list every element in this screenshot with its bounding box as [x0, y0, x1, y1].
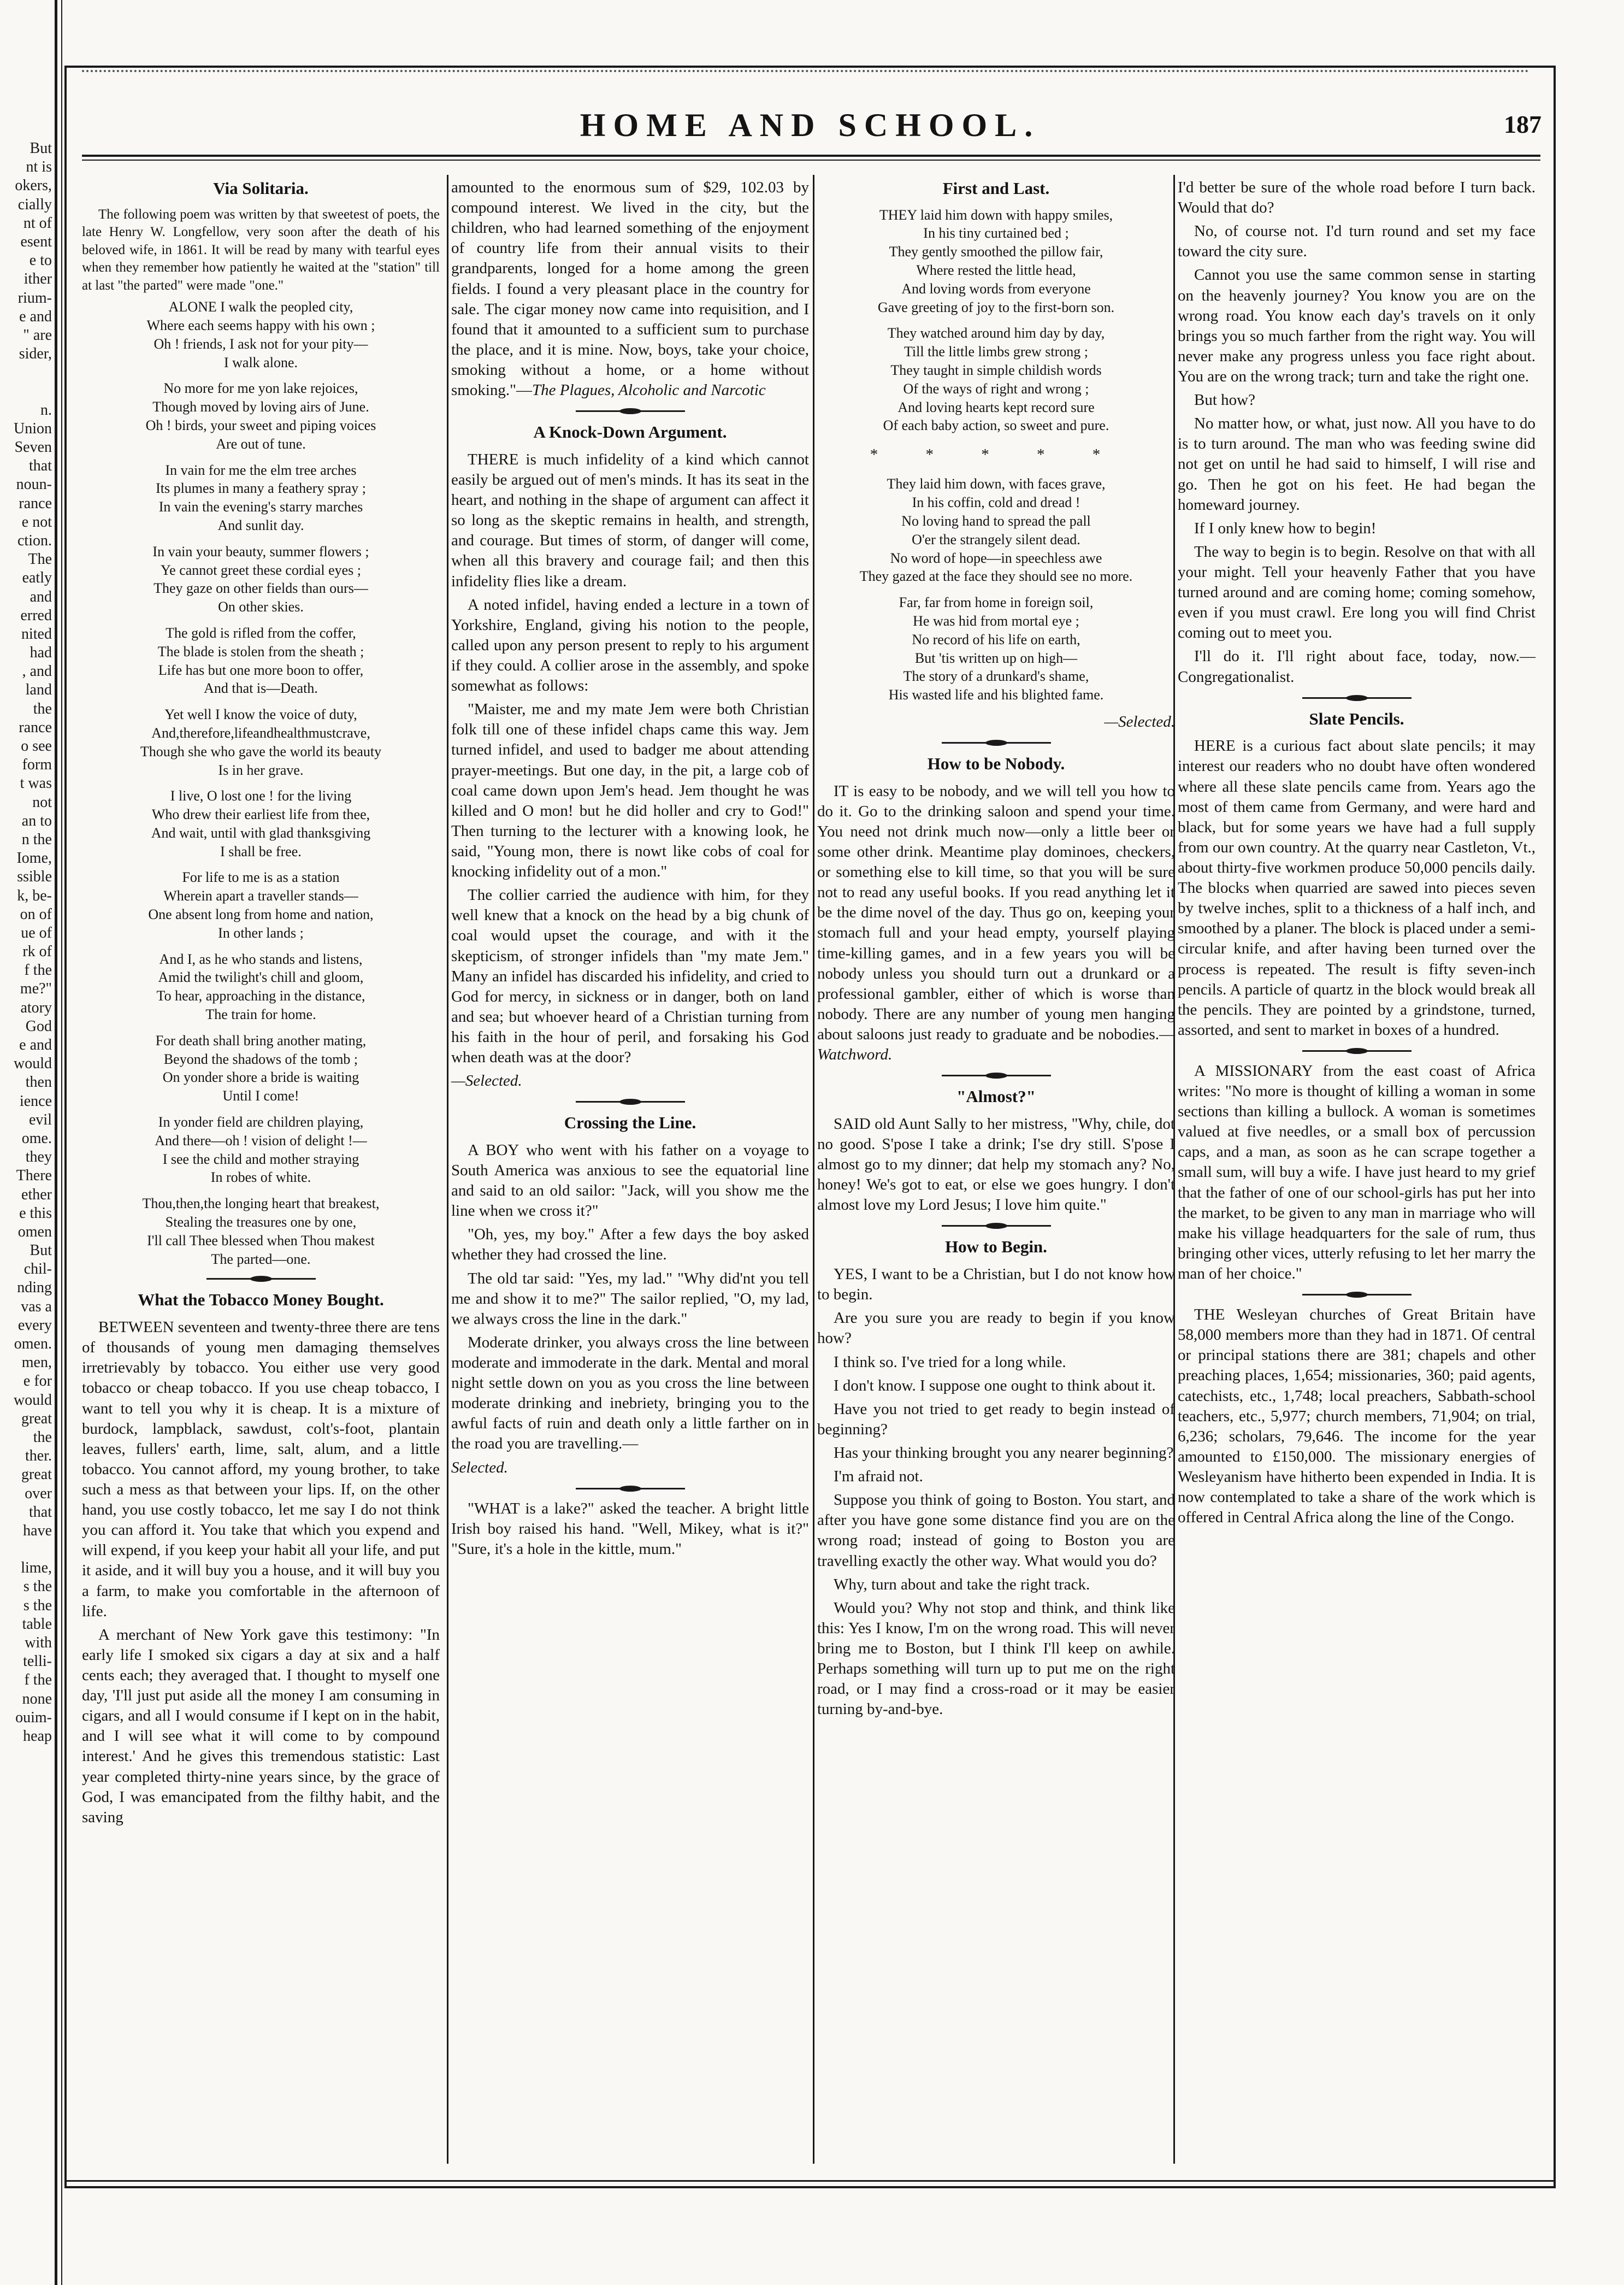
- article-source: —Selected.: [1104, 712, 1175, 731]
- fragment-line: nited: [21, 625, 52, 643]
- fragment-line: nt is: [26, 158, 52, 176]
- fragment-line: erred: [20, 606, 52, 624]
- poem-line: And I, as he who stands and listens,: [159, 951, 363, 967]
- section-separator: [1302, 1048, 1412, 1053]
- poem-line: The story of a drunkard's shame,: [903, 668, 1089, 685]
- fragment-line: f the: [24, 962, 52, 979]
- poem-line: Oh ! friends, I ask not for your pity—: [153, 335, 368, 352]
- article-paragraph: Are you sure you are ready to begin if you know how?: [817, 1309, 1175, 1347]
- poem-line: I see the child and mother straying: [162, 1151, 359, 1167]
- fragment-line: ience: [19, 1092, 52, 1110]
- fragment-line: n.: [40, 401, 52, 419]
- poem-line: On yonder shore a bride is waiting: [162, 1069, 359, 1086]
- column-rule: [813, 175, 814, 2164]
- poem-line: They watched around him day by day,: [887, 325, 1105, 341]
- poem-via-solitaria: [82, 298, 440, 1268]
- article-paragraph: THERE is much infidelity of a kind which cannot easily be argued out of men's minds. It has its seat in the heart, and nothing in the shape of argument can affect it so long as the skeptic remains in health, and strength, and courage. But times of storm, of danger will come, when all this bravery and courage fail; and then this infidelity flies like a dream.: [451, 450, 809, 590]
- poem-stanza: [82, 543, 440, 616]
- article-paragraph: A BOY who went with his father on a voyage to South America was anxious to see the equatorial line and said to an old sailor: "Jack, will you show me the line when we cross it?": [451, 1141, 809, 1220]
- poem-line: And that is—Death.: [204, 680, 318, 697]
- masthead: [64, 107, 1556, 148]
- poem-line: The blade is stolen from the sheath ;: [157, 643, 364, 659]
- poem-line: For death shall bring another mating,: [155, 1032, 367, 1049]
- poem-line: O'er the strangely silent dead.: [912, 531, 1080, 547]
- poem-stanza: [82, 1194, 440, 1268]
- fragment-line: nt of: [23, 214, 52, 232]
- fragment-line: then: [25, 1074, 52, 1091]
- poem-line: In vain for me the elm tree arches: [165, 462, 357, 478]
- column-3: [817, 178, 1175, 1723]
- poem-line: The parted—one.: [211, 1251, 311, 1267]
- section-separator: [942, 1073, 1051, 1078]
- poem-line: Of the ways of right and wrong ;: [903, 380, 1089, 397]
- fragment-line: the: [33, 1428, 52, 1446]
- section-separator: [576, 408, 685, 414]
- article-source: Selected.: [451, 1458, 508, 1476]
- fragment-line: chil-: [23, 1261, 52, 1278]
- poem-stanza: [82, 705, 440, 779]
- fragment-line: f the: [24, 1671, 52, 1689]
- poem-line: Until I come!: [222, 1088, 299, 1104]
- article-paragraph: The way to begin is to begin. Resolve on that with all your might. Tell your heavenly Father that you have turned around and are coming home; coming somehow, even if you must crawl. Ere long you will find Christ coming out to meet you.: [1178, 543, 1536, 642]
- publication-title: HOME AND SCHOOL.: [580, 107, 1041, 143]
- article-title-tobacco: What the Tobacco Money Bought.: [138, 1290, 384, 1310]
- poem-line: I walk alone.: [223, 354, 298, 370]
- article-lake: "WHAT is a lake?" asked the teacher. A bright little Irish boy raised his hand. "Well, Mikey, what is it?" "Sure, it's a hole in the kittle, mum.": [451, 1499, 809, 1558]
- fragment-line: [0, 382, 52, 401]
- fragment-line: nding: [17, 1279, 52, 1297]
- fragment-line: God: [25, 1017, 52, 1035]
- fragment-line: [0, 363, 52, 382]
- poem-line: Gave greeting of joy to the first-born son.: [877, 299, 1115, 315]
- fragment-line: " are: [23, 326, 52, 344]
- fragment-line: that: [29, 1503, 52, 1521]
- article-paragraph: Moderate drinker, you always cross the line between moderate and immoderate in the dark. Mental and moral night settle down on you as you cross the line between moderate drinking and inebriety, bringing you to the awful facts of ruin and death only a little farther on in the road you are travelling.—: [451, 1333, 809, 1453]
- poem-line: They gazed at the face they should see no more.: [859, 568, 1133, 585]
- article-paragraph: I don't know. I suppose one ought to think about it.: [834, 1376, 1156, 1394]
- poem-line: Where each seems happy with his own ;: [146, 317, 375, 333]
- fragment-line: ssible: [17, 868, 52, 886]
- masthead-rule-thin: [82, 160, 1540, 161]
- poem-line: Its plumes in many a feathery spray ;: [156, 480, 366, 497]
- fragment-line: would: [14, 1391, 52, 1409]
- fragment-line: land: [25, 681, 52, 699]
- column-4: [1178, 178, 1536, 1531]
- fragment-line: table: [22, 1615, 52, 1633]
- fragment-line: great: [21, 1410, 52, 1427]
- fragment-line: cially: [17, 196, 52, 213]
- poem-line: They taught in simple childish words: [890, 362, 1102, 379]
- poem-line: In other lands ;: [218, 924, 304, 941]
- column-1: [82, 178, 440, 1831]
- fragment-line: esent: [20, 233, 52, 250]
- article-paragraph: No matter how, or what, just now. All you have to do is to turn around. The man who was feeding swine did not get on until he had said to himself, I will rise and go. Then he got on his feet. He had began the homeward journey.: [1178, 415, 1536, 514]
- poem-line: Ye cannot greet these cordial eyes ;: [160, 562, 361, 578]
- poem-line: No loving hand to spread the pall: [901, 513, 1091, 529]
- poem-line: Wherein apart a traveller stands—: [163, 888, 358, 904]
- fragment-line: vas a: [21, 1298, 52, 1315]
- poem-line: And sunlit day.: [217, 517, 304, 533]
- poem-line: Oh ! birds, your sweet and piping voices: [145, 417, 376, 433]
- poem-line: Who drew their earliest life from thee,: [151, 806, 370, 823]
- nobody-source: Watchword.: [817, 1046, 893, 1064]
- article-title-almost: "Almost?": [956, 1087, 1036, 1106]
- section-separator: [576, 1099, 685, 1104]
- fragment-line: ction.: [17, 532, 52, 549]
- poem-line: And wait, until with glad thanksgiving: [151, 825, 371, 841]
- article-paragraph: HERE is a curious fact about slate pencils; it may interest our readers who no doubt have often wondered where all these slate pencils came from. Years ago the most of them came from Germany, and were hard and black, but for some years we have had a full supply from our own country. At the quarry near Castleton, Vt., about thirty-five workmen produce 50,000 pencils daily. The blocks when quarried are sawed into pieces seven by twelve inches, split to a thickness of a half inch, and smoothed by a planer. The block is placed under a semi-circular knife, and after having been turned over the process is repeated. The result is fifty seven-inch pencils. A particle of quartz in the block would break all the pencils. They are pointed by a grindstone, turned, assorted, and sent to market in boxes of a hundred.: [1178, 737, 1536, 1039]
- poem-line: Are out of tune.: [216, 435, 306, 452]
- adjacent-page-fragment: [0, 139, 52, 2161]
- fragment-line: e and: [19, 1037, 52, 1053]
- poem-stanza: [82, 1113, 440, 1187]
- article-paragraph: Would you? Why not stop and think, and think like this: Yes I know, I'm on the wrong road. This will never bring me to Boston, but I think I'll keep on awhile. Perhaps something will turn up to put me on the right road, or I may find a cross-road or it may be easier turning by-and-bye.: [817, 1599, 1175, 1718]
- poem-line: Where rested the little head,: [916, 262, 1076, 279]
- poem-line: Till the little limbs grew strong ;: [903, 344, 1089, 360]
- article-paragraph: SAID old Aunt Sally to her mistress, "Why, chile, dot no good. S'pose I take a drink; I'se dry still. S'pose I almost go to my dinner; dat help my stomach any? No, honey! We's got to eat, or else we goes hungry. I don't almost love my Lord Jesus; I love him quite.": [817, 1115, 1175, 1214]
- fragment-line: have: [23, 1522, 52, 1539]
- fragment-line: s the: [23, 1578, 52, 1595]
- poem-line: He was hid from mortal eye ;: [913, 613, 1079, 629]
- fragment-line: not: [32, 793, 52, 811]
- fragment-line: omen: [17, 1223, 52, 1240]
- fragment-line: rk of: [22, 943, 52, 961]
- fragment-line: ther.: [25, 1447, 52, 1465]
- fragment-line: noun-: [16, 476, 52, 493]
- poem-line: They laid him down, with faces grave,: [887, 476, 1106, 492]
- poem-line: On other skies.: [218, 599, 304, 615]
- poem-line: In vain the evening's starry marches: [158, 499, 363, 515]
- tobacco-continuation: amounted to the enormous sum of $29, 102.03 by compound interest. We lived in the city, but the children, who had learned something of the enjoyment of country life from their annual visits to their grandparents, longed for a home among the green fields. I found a very pleasant place in the country for sale. The cigar money now came into requisition, and I found that it amounted to a sufficient sum to purchase the place, and it is mine. Now, boys, take your choice, smoking without a home, or a home without smoking."—: [451, 179, 809, 399]
- gutter-rule: [55, 0, 57, 2285]
- article-missionary: A MISSIONARY from the east coast of Africa writes: "No more is thought of killing a woman in some sections than killing a bullock. A woman is sometimes valued at five needles, or a small box of percussion caps, and a man, as soon as he can scrape together a small sum, will buy a wife. I have just heard to my grief that the father of one of our school-girls has put her into the market, to be given to any man in marriage who will make his village headquarters for the sale of rum, thus bringing other vices, utterly refusing to let her marry the man of her choice.": [1178, 1062, 1536, 1283]
- fragment-line: The: [28, 551, 52, 568]
- article-paragraph: Have you not tried to get ready to begin instead of beginning?: [817, 1400, 1175, 1438]
- fragment-line: k, be-: [17, 887, 52, 904]
- top-dotted-rule: [82, 70, 1529, 78]
- article-paragraph: The old tar said: "Yes, my lad." "Why did'nt you tell me and show it to me?" The sailor replied, "O, my lad, we always cross the line in the dark.": [451, 1269, 809, 1328]
- poem-stanza: [82, 298, 440, 372]
- poem-line: In robes of white.: [210, 1169, 311, 1186]
- fragment-line: e for: [23, 1373, 52, 1390]
- fragment-line: men,: [21, 1354, 52, 1371]
- fragment-line: e not: [21, 513, 52, 531]
- fragment-line: omen.: [14, 1335, 52, 1352]
- poem-stanza: [82, 868, 440, 942]
- poem-line: Though she who gave the world its beauty: [140, 743, 382, 759]
- fragment-line: rance: [19, 494, 52, 512]
- poem-stanza: [82, 787, 440, 861]
- stars-divider: * * * * *: [870, 446, 1123, 464]
- fragment-line: atory: [20, 999, 52, 1016]
- poem-line: Far, far from home in foreign soil,: [899, 594, 1094, 611]
- poem-line: I shall be free.: [220, 843, 302, 859]
- column-2: [451, 178, 809, 1563]
- poem-line: They gently smoothed the pillow fair,: [889, 244, 1103, 260]
- fragment-line: Iome,: [16, 850, 52, 867]
- fragment-line: on of: [20, 905, 52, 923]
- poem-stanza: [82, 379, 440, 453]
- page-number: 187: [1504, 110, 1542, 138]
- article-paragraph: [817, 781, 1175, 1065]
- poem-stanza: [817, 475, 1175, 586]
- fragment-line: ouim-: [15, 1709, 52, 1726]
- article-title-via-solitaria: Via Solitaria.: [213, 179, 309, 198]
- fragment-line: the: [33, 700, 52, 717]
- poem-stanza: [817, 206, 1175, 317]
- section-separator: [1302, 1292, 1412, 1297]
- section-separator: [206, 1276, 316, 1281]
- article-paragraph: I think so. I've tried for a long while.: [834, 1353, 1066, 1371]
- fragment-line: form: [22, 756, 52, 774]
- poem-line: And there—oh ! vision of delight !—: [155, 1132, 367, 1149]
- article-paragraph: The collier carried the audience with him, for they well knew that a knock on the head by a big chunk of coal would upset the courage, and with it the skepticism, of stronger infidels than "my mate Jem." Many an infidel has discarded his infidelity, and cried to God for mercy, in sickness or in danger, both on land and sea; but whoever heard of a Christian turning from his faith in the hour of peril, and forsaking his God when death was at the door?: [451, 886, 809, 1067]
- fragment-line: e this: [19, 1204, 52, 1222]
- fragment-line: would: [14, 1055, 52, 1073]
- poem-line: In vain your beauty, summer flowers ;: [152, 543, 369, 560]
- article-continuation: [451, 178, 809, 401]
- article-paragraph: "Oh, yes, my boy." After a few days the boy asked whether they had crossed the line.: [451, 1226, 809, 1264]
- article-paragraph: I'm afraid not.: [834, 1468, 923, 1486]
- fragment-line: t was: [20, 775, 52, 792]
- poem-line: His wasted life and his blighted fame.: [888, 687, 1104, 703]
- poem-line: Amid the twilight's chill and gloom,: [158, 969, 364, 986]
- fragment-line: Seven: [14, 439, 52, 456]
- article-title-slate: Slate Pencils.: [1309, 709, 1404, 728]
- fragment-line: okers,: [15, 177, 52, 195]
- article-paragraph: Why, turn about and take the right track.: [834, 1575, 1090, 1593]
- poem-line: And loving hearts kept record sure: [897, 399, 1095, 415]
- tobacco-source: The Plagues, Alcoholic and Narcotic: [532, 381, 766, 399]
- fragment-line: s the: [23, 1597, 52, 1614]
- article-wesleyan: THE Wesleyan churches of Great Britain have 58,000 members more than they had in 1871. Of central or principal stations there are 381; chapels and other preaching places, 1,654; missionaries, 360; paid agents, catechists, etc., 1,748; local preachers, Sabbath-school teachers, etc., 5,977; church members, 71,904; on trial, 6,236; scholars, 79,646. The income for the year amounted to £150,000. The missionary energies of Wesleyanism have hitherto been expended in India. It is now contemplated to take a share of the work which is offered in Central Africa along the line of the Congo.: [1178, 1306, 1536, 1527]
- fragment-line: There: [16, 1167, 52, 1185]
- fragment-line: an to: [21, 812, 52, 829]
- fragment-line: they: [25, 1149, 52, 1166]
- poem-line: One absent long from home and nation,: [148, 906, 374, 923]
- poem-line: Though moved by loving airs of June.: [152, 399, 369, 415]
- poem-intro: The following poem was written by that sweetest of poets, the late Henry W. Longfellow, very soon after the death of his beloved wife, in 1861. It will be read by many with tearful eyes when they remember how patiently he waited at the "station" till at last "the parted" were made "one.": [82, 207, 440, 293]
- poem-stanza: [817, 593, 1175, 704]
- fragment-line: none: [22, 1690, 52, 1707]
- poem-stanza: [82, 461, 440, 535]
- fragment-line: Union: [14, 420, 52, 437]
- article-title-nobody: How to be Nobody.: [927, 754, 1065, 774]
- poem-line: They gaze on other fields than ours—: [153, 580, 368, 597]
- poem-line: Life has but one more boon to offer,: [158, 662, 364, 678]
- fragment-line: over: [25, 1485, 52, 1502]
- masthead-rule: [82, 155, 1540, 157]
- section-separator: [942, 740, 1051, 745]
- nobody-text: IT is easy to be nobody, and we will tell you how to do it. Go to the drinking saloon and spend your time. You need not drink much now—only a little beer or some other drink. Meantime play dominoes, checkers, or something else to kill time, so that you will be sure not to read any useful books. If you read anything let it be the dime novel of the day. Thus go on, keeping your stomach full and your head empty, yourself playing time-killing games, and in a few years you will be nobody unless you should turn out a drunkard or a professional gambler, either of which is worse than nobody. There are any number of young men hanging about saloons just ready to graduate and be nobodies.—: [817, 782, 1175, 1043]
- article-title-knockdown: A Knock-Down Argument.: [533, 422, 727, 442]
- poem-line: ALONE I walk the peopled city,: [168, 299, 353, 315]
- fragment-line: ither: [23, 270, 52, 288]
- fragment-line: eatly: [22, 569, 52, 587]
- article-paragraph: Suppose you think of going to Boston. You start, and after you have gone some distance find you are on the wrong road; instead of going to Boston you are travelling exactly the other way. What would you do?: [817, 1491, 1175, 1570]
- article-paragraph: "Maister, me and my mate Jem were both Christian folk till one of these infidel chaps came this way. Jem turned infidel, and used to badger me about attending prayer-meetings. But one day, in the pit, a large cob of coal came down upon Jem's head. Jem thought he was killed and O mon! but he did holler and cry to God!" Then turning to the lecturer with a knowing look, he said, "Young mon, there is nowt like cobs of coal for knocking infidelity out of a mon.": [451, 700, 809, 881]
- fragment-line: n the: [21, 831, 52, 848]
- poem-line: THEY laid him down with happy smiles,: [879, 207, 1113, 223]
- poem-line: To hear, approaching in the distance,: [156, 988, 365, 1004]
- fragment-line: rium-: [17, 289, 52, 307]
- fragment-line: [0, 1540, 52, 1559]
- fragment-line: But: [29, 1242, 52, 1259]
- article-paragraph: YES, I want to be a Christian, but I do not know how to begin.: [817, 1265, 1175, 1304]
- article-paragraph: But how?: [1194, 391, 1255, 409]
- poem-line: The train for home.: [205, 1006, 316, 1023]
- poem-stanza: [82, 624, 440, 698]
- poem-stanza: [82, 1032, 440, 1105]
- fragment-line: rance: [19, 719, 52, 736]
- poem-line: And,therefore,lifeandhealthmustcrave,: [151, 725, 370, 741]
- article-paragraph: A noted infidel, having ended a lecture in a town of Yorkshire, England, giving his notion to the people, called upon any person present to reply to his argument if they could. A collier arose in the assembly, and spoke somewhat as follows:: [451, 596, 809, 695]
- fragment-line: ome.: [21, 1129, 52, 1147]
- article-paragraph: I'd better be sure of the whole road before I turn back. Would that do?: [1178, 179, 1536, 217]
- fragment-line: heap: [23, 1727, 52, 1745]
- fragment-line: , and: [22, 663, 52, 680]
- fragment-line: e and: [19, 308, 52, 325]
- section-separator: [1302, 695, 1412, 700]
- poem-line: I'll call Thee blessed when Thou makest: [147, 1232, 375, 1248]
- poem-line: No word of hope—in speechless awe: [890, 550, 1102, 566]
- article-paragraph: A merchant of New York gave this testimony: "In early life I smoked six cigars a day at six and a half cents each; they averaged that. I thought to myself one day, 'I'll just put aside all the money I am consuming in cigars, and all I would consume if I kept on in the habit, and I will see what it will come to by compound interest.' And he gives this tremendous statistic: Last year completed thirty-nine years since, by the grace of God, I was emancipated from the filthy habit, and the saving: [82, 1626, 440, 1826]
- poem-line: The gold is rifled from the coffer,: [166, 625, 356, 641]
- article-paragraph: I'll do it. I'll right about face, today, now.—Congregationalist.: [1178, 647, 1536, 686]
- poem-line: And loving words from everyone: [901, 280, 1091, 297]
- section-separator: [576, 1486, 685, 1491]
- fragment-line: ue of: [21, 924, 52, 941]
- poem-line: No more for me yon lake rejoices,: [163, 380, 358, 397]
- article-paragraph: No, of course not. I'd turn round and set my face toward the city sure.: [1178, 222, 1536, 261]
- fragment-line: e to: [29, 252, 52, 269]
- fragment-line: But: [29, 140, 52, 157]
- bottom-rule: [64, 2180, 1556, 2182]
- fragment-line: with: [25, 1634, 52, 1651]
- fragment-line: telli-: [23, 1653, 52, 1670]
- poem-line: For life to me is as a station: [182, 869, 340, 886]
- poem-line: In his tiny curtained bed ;: [923, 225, 1069, 242]
- fragment-line: evil: [29, 1111, 52, 1128]
- fragment-line: me?": [20, 980, 52, 998]
- article-title-first-last: First and Last.: [942, 179, 1050, 198]
- poem-line: I live, O lost one ! for the living: [170, 788, 352, 804]
- poem-line: But 'tis written up on high—: [914, 650, 1078, 666]
- fragment-line: and: [29, 588, 52, 605]
- fragment-line: every: [17, 1316, 52, 1334]
- poem-line: Thou,then,the longing heart that breakest,: [142, 1195, 380, 1212]
- fragment-line: sider,: [19, 345, 52, 363]
- fragment-line: had: [29, 644, 52, 662]
- gutter-rule-thin: [61, 0, 62, 2285]
- poem-line: Yet well I know the voice of duty,: [164, 706, 357, 723]
- fragment-line: o see: [21, 738, 52, 755]
- poem-stanza: [82, 950, 440, 1024]
- poem-line: In his coffin, cold and dread !: [912, 494, 1080, 511]
- poem-line: In yonder field are children playing,: [158, 1114, 364, 1130]
- article-source: —Selected.: [451, 1072, 522, 1090]
- fragment-line: that: [29, 457, 52, 475]
- poem-line: Beyond the shadows of the tomb ;: [163, 1051, 358, 1067]
- article-title-crossing: Crossing the Line.: [564, 1113, 696, 1133]
- poem-line: No record of his life on earth,: [912, 631, 1080, 647]
- fragment-line: ether: [21, 1186, 52, 1203]
- poem-line: Stealing the treasures one by one,: [165, 1214, 357, 1230]
- section-separator: [942, 1223, 1051, 1228]
- poem-line: Is in her grave.: [218, 762, 304, 778]
- poem-stanza: [817, 324, 1175, 435]
- article-paragraph: Cannot you use the same common sense in starting on the heavenly journey? You know you are on the wrong road. You know each day's travels on it only brings you so much farther from the right way. You will never make any progress unless you face right about. You are on the wrong track; turn and take the right one.: [1178, 266, 1536, 385]
- column-rule: [447, 175, 448, 2164]
- fragment-line: great: [21, 1466, 52, 1483]
- article-paragraph: If I only knew how to begin!: [1194, 519, 1377, 537]
- fragment-line: lime,: [21, 1559, 52, 1577]
- article-title-begin: How to Begin.: [945, 1237, 1047, 1257]
- poem-line: Of each baby action, so sweet and pure.: [883, 417, 1109, 434]
- article-paragraph: Has your thinking brought you any nearer beginning?: [834, 1444, 1174, 1462]
- article-paragraph: BETWEEN seventeen and twenty-three there are tens of thousands of young men damaging themselves irretrievably by tobacco. You either use very good tobacco or cheap tobacco. If you use cheap tobacco, I want to tell you why it is cheap. It is a mixture of burdock, lampblack, sawdust, colt's-foot, plantain leaves, fullers' earth, lime, salt, alum, and a little tobacco. You cannot afford, my young brother, to take such a mess as that between your lips. If, on the other hand, you use costly tobacco, let me say I do not think you can afford it. You take that which you expend and will expend, if you keep your habit all your life, and put it aside, and it will buy you a house, and it will buy you a farm, to make you comfortable in the afternoon of life.: [82, 1318, 440, 1620]
